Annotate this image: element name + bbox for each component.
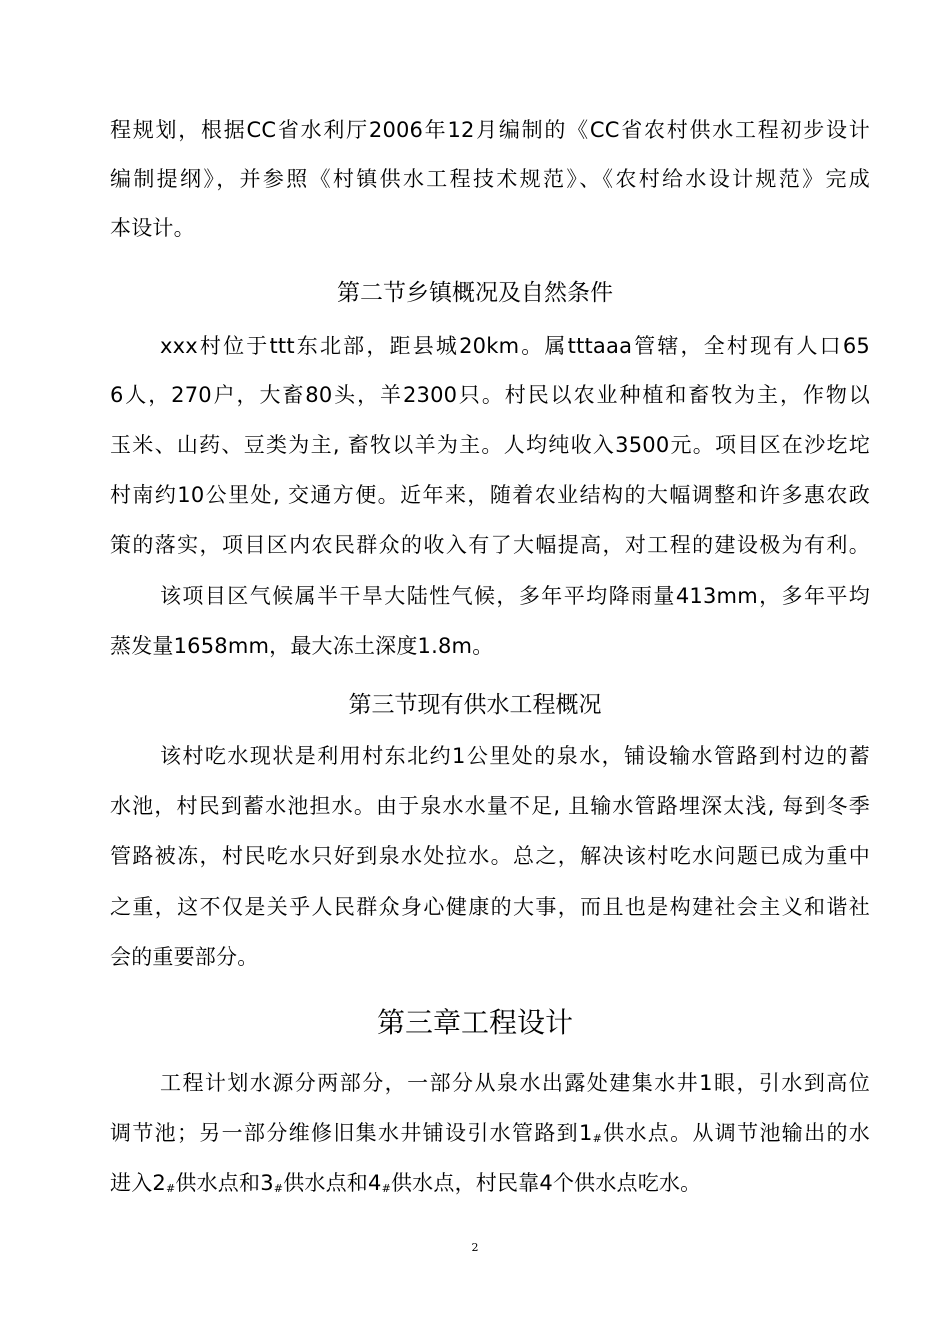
chapter3-p1-line-1: 工程计划水源分两部分，一部分从泉水出露处建集水井1眼，引水到高位 (160, 1071, 870, 1095)
chapter3-line3-text-d: 供水点，村民靠4个供水点吃水。 (390, 1171, 702, 1195)
section3-p1-line-2: 水池，村民到蓄水池担水。由于泉水水量不足, 且输水管路埋深太浅, 每到冬季 (110, 794, 870, 818)
chapter3-line3-text-b: 供水点和3 (175, 1171, 274, 1195)
section3-p1-line-1: 该村吃水现状是利用村东北约1公里处的泉水，铺设输水管路到村边的蓄 (160, 744, 870, 768)
supply-point-mark: # (273, 1182, 284, 1195)
intro-line-2: 编制提纲》，并参照《村镇供水工程技术规范》、《农村给水设计规范》完成 (110, 167, 870, 191)
intro-line-1: 程规划，根据CC省水利厅2006年12月编制的《CC省农村供水工程初步设计 (110, 118, 870, 142)
section2-p1-line-2: 6人，270户，大畜80头，羊2300只。村民以农业种植和畜牧为主，作物以 (110, 383, 870, 407)
section2-p2-line-2: 蒸发量1658mm，最大冻土深度1.8m。 (110, 634, 494, 658)
section2-p1-line-5: 策的落实，项目区内农民群众的收入有了大幅提高，对工程的建设极为有利。 (110, 533, 870, 557)
section-heading-town-overview: 第二节乡镇概况及自然条件 (337, 280, 613, 306)
chapter-heading-engineering-design: 第三章工程设计 (376, 1006, 573, 1039)
section2-p2-line-1: 该项目区气候属半干旱大陆性气候，多年平均降雨量413mm，多年平均 (160, 584, 870, 608)
section3-p1-line-5: 会的重要部分。 (110, 945, 259, 969)
section2-p1-line-1: xxx村位于ttt东北部，距县城20km。属tttaaa管辖，全村现有人口65 (160, 334, 870, 358)
chapter3-line3-text-a: 进入2 (110, 1171, 166, 1195)
chapter3-line2-text-b: 供水点。从调节池输出的水 (602, 1121, 871, 1145)
chapter3-line3-text-c: 供水点和4 (283, 1171, 382, 1195)
chapter3-p1-line-3 (110, 1168, 870, 1204)
section2-p1-line-4: 村南约10公里处, 交通方便。近年来，随着农业结构的大幅调整和许多惠农政 (110, 483, 870, 507)
supply-point-mark: # (592, 1132, 602, 1145)
page-number: 2 (471, 1241, 479, 1254)
section-heading-existing-water-supply: 第三节现有供水工程概况 (348, 692, 602, 718)
section3-p1-line-3: 管路被冻，村民吃水只好到泉水处拉水。总之，解决该村吃水问题已成为重中 (110, 844, 870, 868)
section3-p1-line-4: 之重，这不仅是关乎人民群众身心健康的大事，而且也是构建社会主义和谐社 (110, 895, 870, 919)
supply-point-mark: # (381, 1182, 391, 1195)
chapter3-line2-text-a: 调节池；另一部分维修旧集水井铺设引水管路到1 (110, 1121, 593, 1145)
intro-line-3: 本设计。 (110, 216, 195, 240)
supply-point-mark: # (165, 1182, 176, 1195)
chapter3-p1-line-2 (110, 1118, 870, 1154)
section2-p1-line-3: 玉米、山药、豆类为主, 畜牧以羊为主。人均纯收入3500元。项目区在沙圪坨 (110, 433, 870, 457)
